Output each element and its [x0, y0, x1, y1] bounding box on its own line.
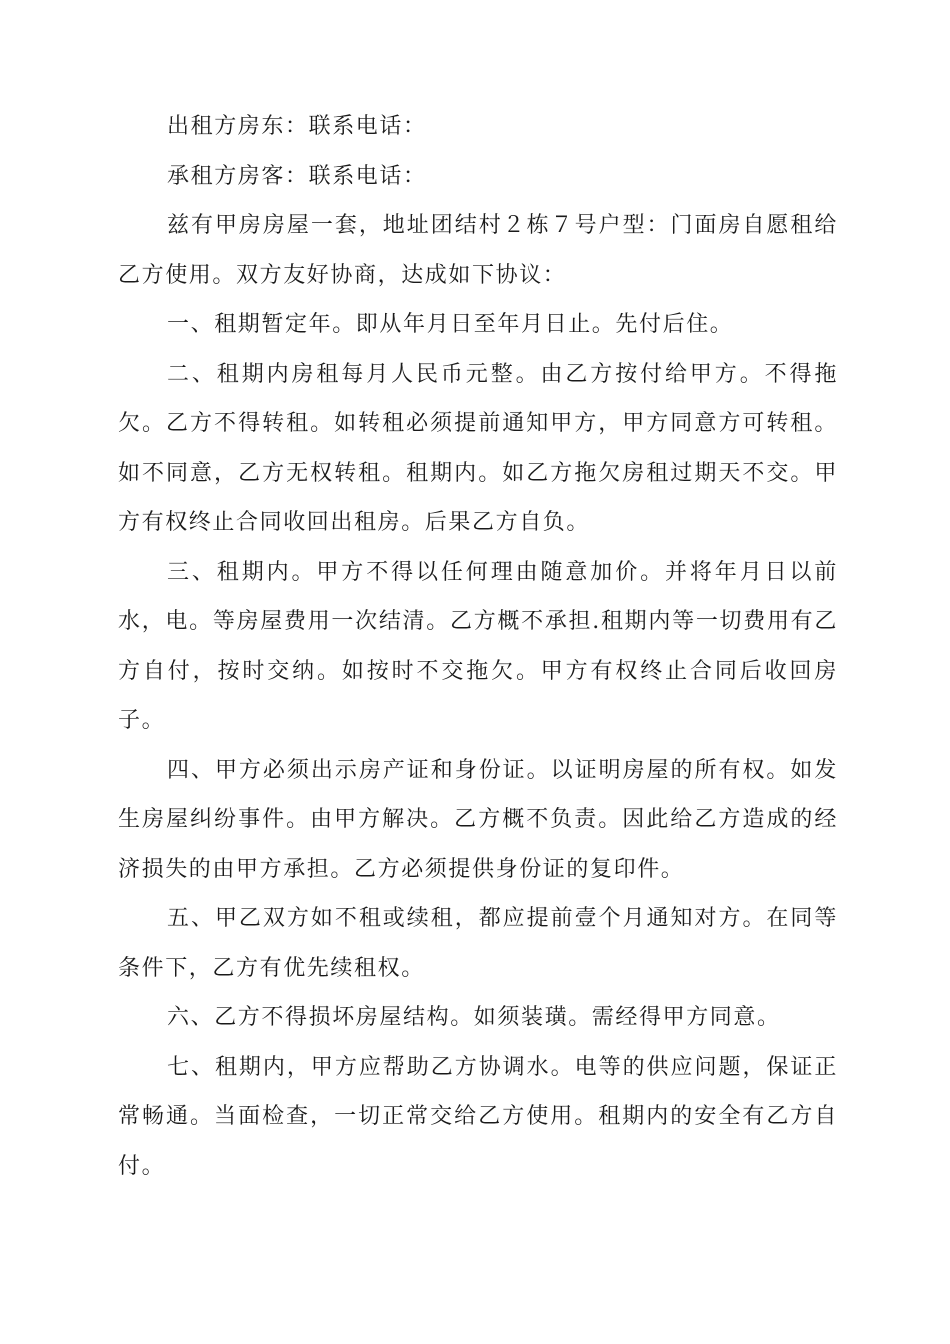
clause-3: 三、租期内。甲方不得以任何理由随意加价。并将年月日以前水，电。等房屋费用一次结清。乙方概不承担.租期内等一切费用有乙方自付，按时交纳。如按时不交拖欠。甲方有权终止合同后收回房子。 — [118, 559, 838, 733]
clause-7: 七、租期内，甲方应帮助乙方协调水。电等的供应问题，保证正常畅通。当面检查，一切正常交给乙方使用。租期内的安全有乙方自付。 — [118, 1054, 838, 1179]
tenant-line: 承租方房客：联系电话： — [167, 163, 427, 189]
clause-6: 六、乙方不得损坏房屋结构。如须装璜。需经得甲方同意。 — [167, 1005, 781, 1030]
contract-body — [118, 102, 838, 1191]
clause-5: 五、甲乙双方如不租或续租，都应提前壹个月通知对方。在同等条件下，乙方有优先续租权。 — [118, 906, 838, 981]
clause-4: 四、甲方必须出示房产证和身份证。以证明房屋的所有权。如发生房屋纠纷事件。由甲方解决。乙方概不负责。因此给乙方造成的经济损失的由甲方承担。乙方必须提供身份证的复印件。 — [118, 757, 838, 882]
clause-2: 二、租期内房租每月人民币元整。由乙方按付给甲方。不得拖欠。乙方不得转租。如转租必须提前通知甲方，甲方同意方可转租。如不同意，乙方无权转租。租期内。如乙方拖欠房租过期天不交。甲方有权终止合同收回出租房。后果乙方自负。 — [118, 361, 838, 535]
landlord-line: 出租方房东：联系电话： — [167, 114, 427, 139]
clause-1: 一、租期暂定年。即从年月日至年月日止。先付后住。 — [167, 312, 734, 337]
intro-paragraph: 兹有甲房房屋一套，地址团结村２栋７号户型：门面房自愿租给乙方使用。双方友好协商，达成如下协议： — [118, 213, 838, 288]
